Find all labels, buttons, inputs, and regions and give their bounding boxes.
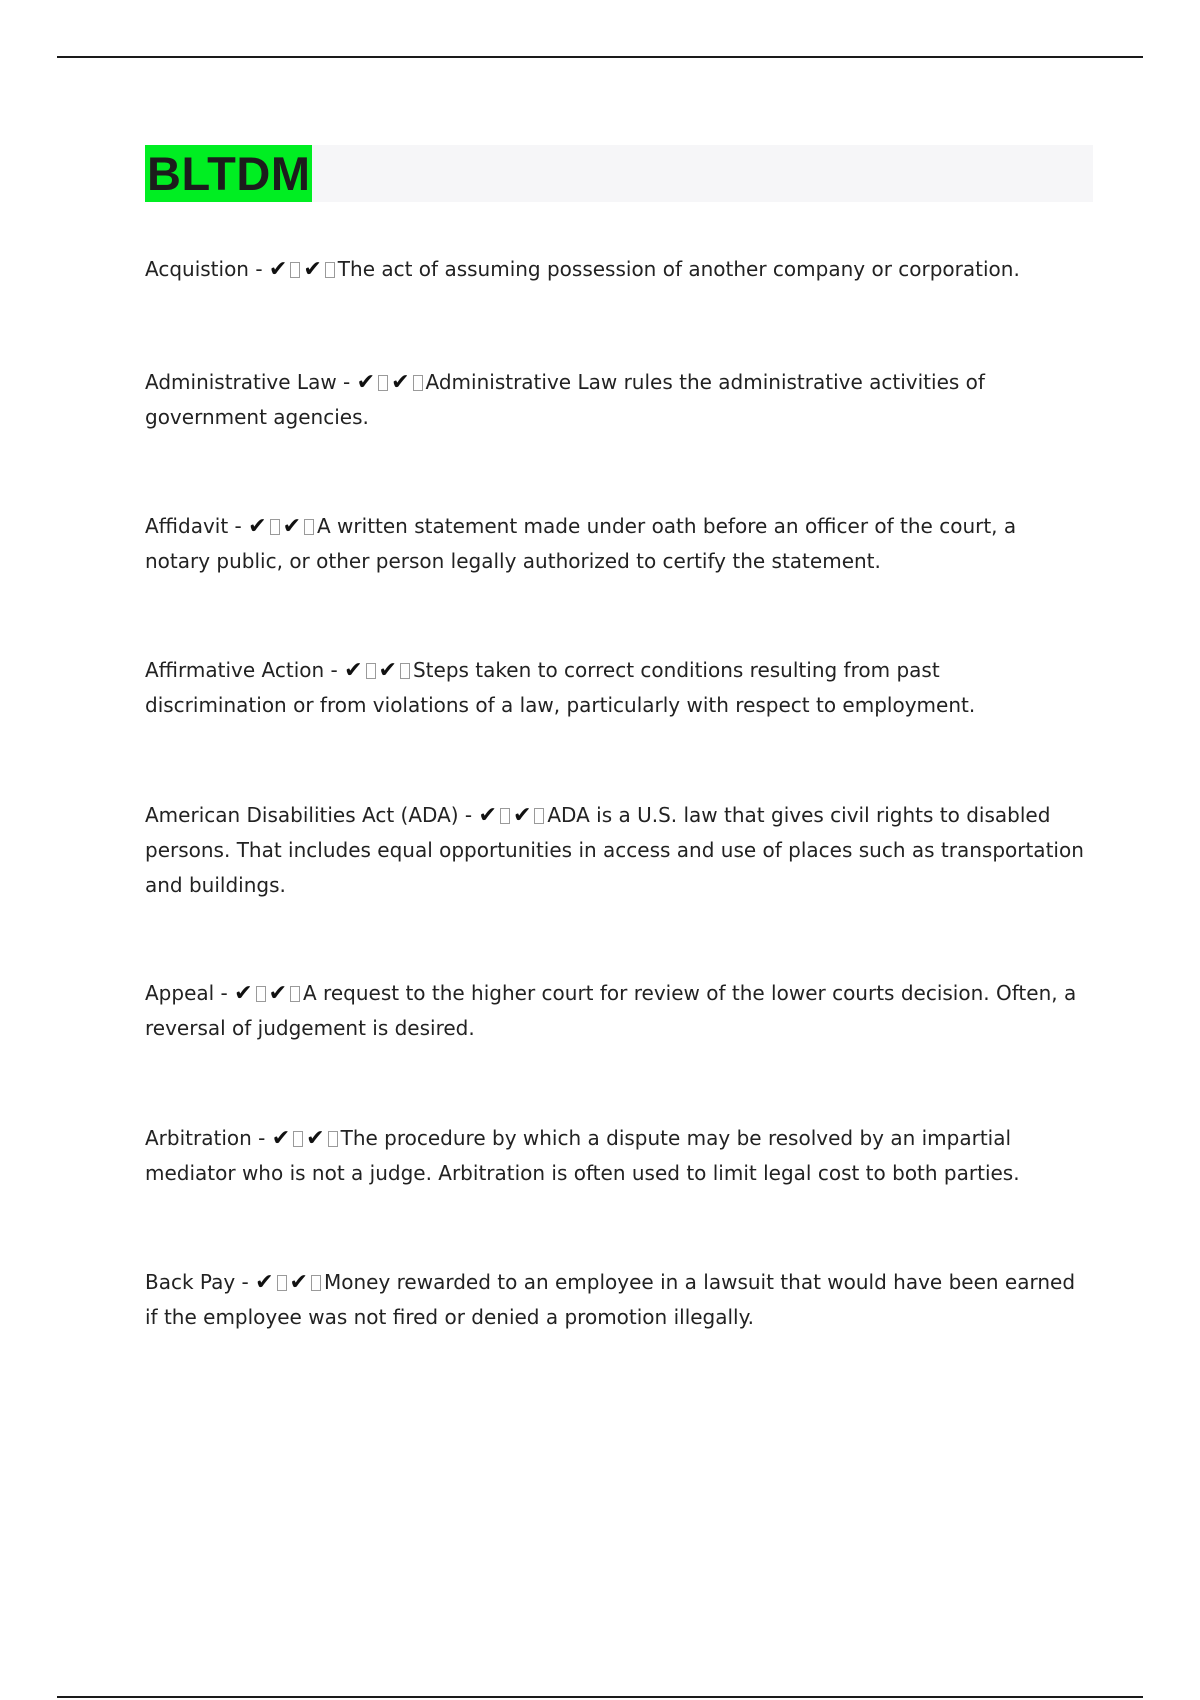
check-mark-icon: ✔ bbox=[356, 370, 376, 395]
check-mark-icon: ✔ bbox=[248, 514, 267, 539]
placeholder-box-icon bbox=[311, 1275, 321, 1291]
check-mark-icon: ✔ bbox=[306, 1126, 325, 1151]
term-entry-appeal bbox=[145, 976, 1085, 1046]
term-definition: Steps taken to correct conditions resulting from past discrimination or from violations of a law, particularly with respect to employment. bbox=[145, 658, 976, 717]
check-marks bbox=[255, 1270, 324, 1294]
term-separator: - bbox=[235, 1270, 256, 1294]
bottom-divider bbox=[57, 1696, 1143, 1698]
term-entry-back-pay bbox=[145, 1265, 1085, 1335]
term-definition: The act of assuming possession of another company or corporation. bbox=[337, 257, 1020, 281]
placeholder-box-icon bbox=[290, 262, 300, 278]
check-marks bbox=[479, 803, 548, 827]
term-separator: - bbox=[324, 658, 345, 682]
term-separator: - bbox=[248, 257, 269, 281]
placeholder-box-icon bbox=[277, 1275, 287, 1291]
term-definition: A request to the higher court for review of the lower courts decision. Often, a reversal of judgement is desired. bbox=[145, 981, 1077, 1040]
term-definition: ADA is a U.S. law that gives civil rights to disabled persons. That includes equal opportunities in access and use of places such as transportation and buildings. bbox=[145, 803, 1084, 897]
check-mark-icon: ✔ bbox=[303, 257, 322, 282]
check-mark-icon: ✔ bbox=[268, 981, 288, 1006]
term-name: Arbitration bbox=[145, 1126, 252, 1150]
check-mark-icon: ✔ bbox=[255, 1270, 274, 1295]
check-mark-icon: ✔ bbox=[234, 981, 253, 1006]
placeholder-box-icon bbox=[293, 1131, 303, 1147]
document-title: BLTDM bbox=[147, 147, 311, 200]
placeholder-box-icon bbox=[270, 519, 280, 535]
placeholder-box-icon bbox=[366, 663, 376, 679]
check-marks bbox=[234, 981, 303, 1005]
check-mark-icon: ✔ bbox=[344, 658, 363, 683]
placeholder-box-icon bbox=[400, 663, 410, 679]
placeholder-box-icon bbox=[500, 808, 510, 824]
term-name: American Disabilities Act (ADA) bbox=[145, 803, 459, 827]
term-separator: - bbox=[251, 1126, 272, 1150]
placeholder-box-icon bbox=[534, 808, 544, 824]
check-mark-icon: ✔ bbox=[289, 1270, 308, 1295]
placeholder-box-icon bbox=[378, 375, 388, 391]
check-mark-icon: ✔ bbox=[271, 1126, 291, 1151]
term-name: Affirmative Action bbox=[145, 658, 325, 682]
term-separator: - bbox=[214, 981, 235, 1005]
term-name: Administrative Law bbox=[145, 370, 337, 394]
check-mark-icon: ✔ bbox=[378, 658, 397, 683]
placeholder-box-icon bbox=[256, 986, 266, 1002]
check-marks bbox=[344, 658, 413, 682]
placeholder-box-icon bbox=[413, 375, 423, 391]
top-divider bbox=[57, 56, 1143, 58]
check-marks bbox=[248, 514, 317, 538]
placeholder-box-icon bbox=[325, 262, 335, 278]
check-mark-icon: ✔ bbox=[391, 370, 410, 395]
term-name: Affidavit bbox=[145, 514, 229, 538]
term-entry-arbitration bbox=[145, 1121, 1085, 1191]
term-entry-ada bbox=[145, 798, 1085, 903]
term-entry-affirmative-action bbox=[145, 653, 1085, 723]
check-mark-icon: ✔ bbox=[512, 803, 532, 828]
term-definition: Money rewarded to an employee in a lawsuit that would have been earned if the employee was not fired or denied a promotion illegally. bbox=[145, 1270, 1076, 1329]
placeholder-box-icon bbox=[290, 986, 300, 1002]
check-marks bbox=[272, 1126, 341, 1150]
term-separator: - bbox=[336, 370, 357, 394]
check-mark-icon: ✔ bbox=[282, 514, 302, 539]
check-mark-icon: ✔ bbox=[478, 803, 497, 828]
term-definition: Administrative Law rules the administrative activities of government agencies. bbox=[145, 370, 985, 429]
term-separator: - bbox=[228, 514, 249, 538]
check-marks bbox=[269, 257, 338, 281]
placeholder-box-icon bbox=[328, 1131, 338, 1147]
term-separator: - bbox=[458, 803, 479, 827]
term-definition: The procedure by which a dispute may be resolved by an impartial mediator who is not a judge. Arbitration is often used to limit legal cost to both parties. bbox=[145, 1126, 1020, 1185]
term-entry-acquisition bbox=[145, 252, 1085, 287]
term-name: Acquistion bbox=[145, 257, 249, 281]
term-name: Back Pay bbox=[145, 1270, 236, 1294]
placeholder-box-icon bbox=[304, 519, 314, 535]
check-mark-icon: ✔ bbox=[268, 257, 288, 282]
term-name: Appeal bbox=[145, 981, 215, 1005]
term-definition: A written statement made under oath before an officer of the court, a notary public, or other person legally authorized to certify the statement. bbox=[145, 514, 1017, 573]
term-entry-affidavit bbox=[145, 509, 1085, 579]
term-entry-administrative-law bbox=[145, 365, 1085, 435]
check-marks bbox=[357, 370, 426, 394]
